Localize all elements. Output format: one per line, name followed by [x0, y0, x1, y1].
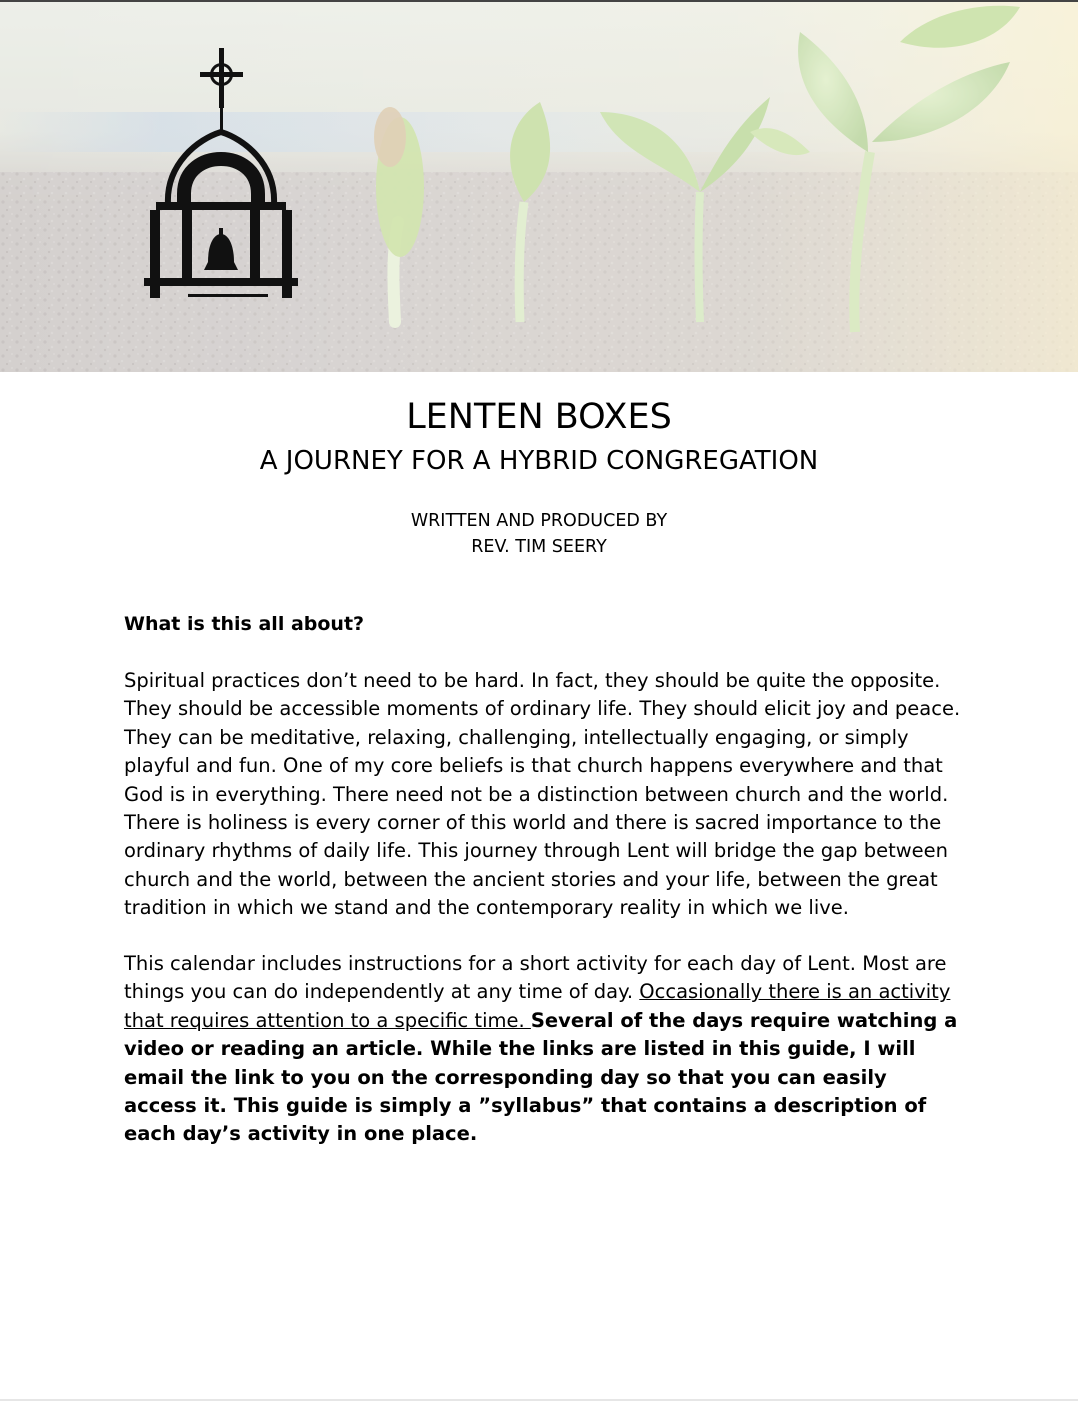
paragraph-calendar	[124, 950, 964, 1149]
paragraph-calendar-plain: This calendar includes instructions for a short activity for each day of Lent. Most are things you can do independently at any time of day.	[124, 952, 947, 1004]
paragraph-intro: Spiritual practices don’t need to be hard. In fact, they should be quite the opposite. They should be accessible moments of ordinary life. They should elicit joy and peace. They can be meditative, relaxing, challenging, intellectually engaging, or simply playful and fun. One of my core beliefs is that church happens everywhere and that God is in everything. There need not be a distinction between church and the world. There is holiness is every corner of this world and there is sacred importance to the ordinary rhythms of daily life. This journey through Lent will bridge the gap between church and the world, between the ancient stories and your life, between the great tradition in which we stand and the contemporary reality in which we live.	[124, 669, 961, 920]
document-subtitle: A JOURNEY FOR A HYBRID CONGREGATION	[259, 446, 819, 476]
church-bell-tower-logo	[138, 44, 304, 304]
header-banner-image	[0, 0, 1078, 372]
credit-line-author: REV. TIM SEERY	[471, 537, 607, 557]
paragraph-calendar-underlined: Occasionally there is an activity that requires attention to a specific time.	[124, 980, 951, 1032]
section-heading: What is this all about?	[124, 613, 365, 635]
page-bottom-divider	[0, 1399, 1078, 1401]
paragraph-calendar-bold: Several of the days require watching a video or reading an article. While the links are listed in this guide, I will email the link to you on the corresponding day so that you can easily access it. This guide is simply a ”syllabus” that contains a description of each day’s activity in one place.	[124, 1008, 958, 1146]
credit-line-written-by: WRITTEN AND PRODUCED BY	[410, 511, 668, 531]
document-title: LENTEN BOXES	[406, 397, 672, 437]
